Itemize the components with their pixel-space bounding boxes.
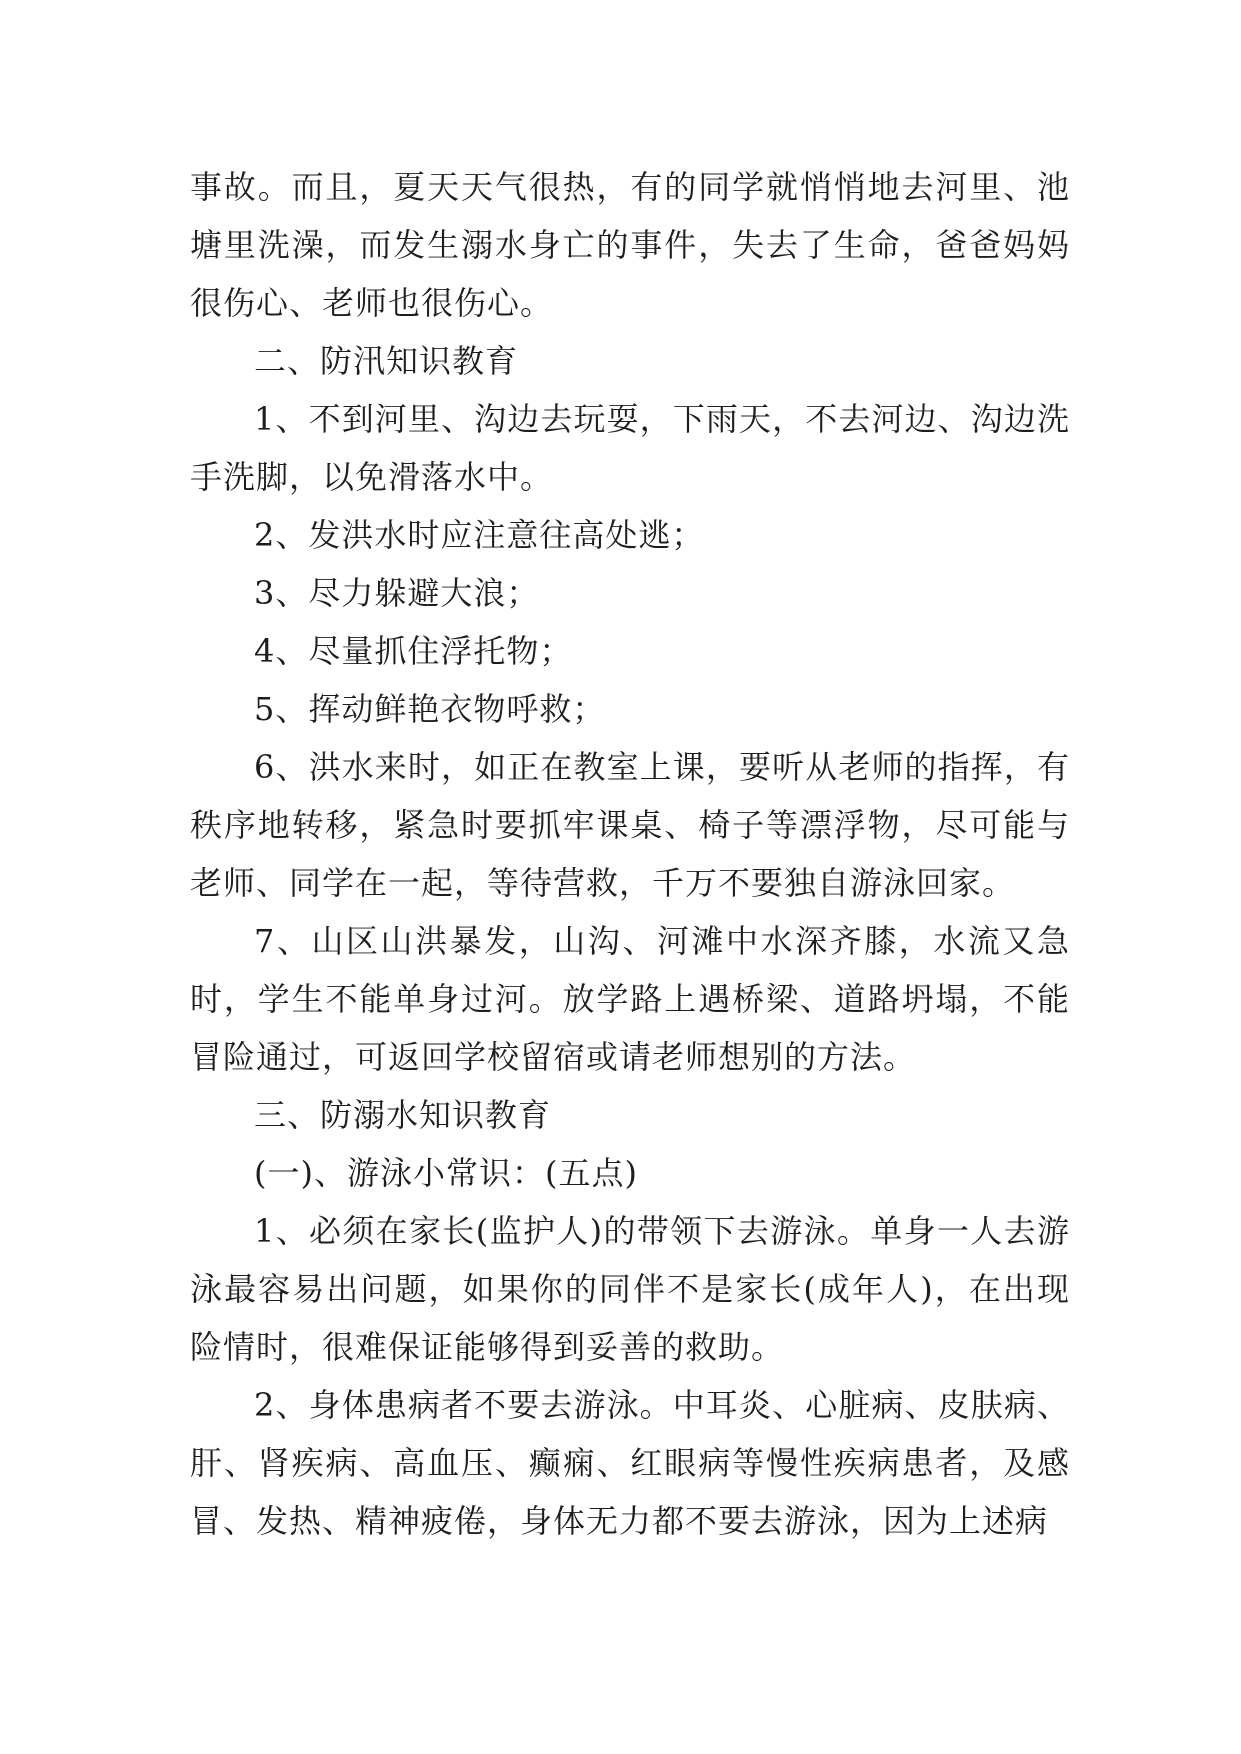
tip-item-2: 2、身体患病者不要去游泳。中耳炎、心脏病、皮肤病、肝、肾疾病、高血压、癫痫、红眼病等慢性疾病患者，及感冒、发热、精神疲倦，身体无力都不要去游泳，因为上述病	[190, 1386, 1070, 1540]
list-item-7: 7、山区山洪暴发，山沟、河滩中水深齐膝，水流又急时，学生不能单身过河。放学路上遇桥梁、道路坍塌，不能冒险通过，可返回学校留宿或请老师想别的方法。	[190, 922, 1070, 1076]
section-heading-drowning-prevention: 三、防溺水知识教育	[254, 1096, 552, 1134]
list-item-3: 3、尽力躲避大浪；	[254, 574, 540, 612]
section-heading-flood-prevention: 二、防汛知识教育	[254, 342, 519, 380]
list-item-4: 4、尽量抓住浮托物；	[254, 632, 573, 670]
list-item-6: 6、洪水来时，如正在教室上课，要听从老师的指挥，有秩序地转移，紧急时要抓牢课桌、椅子等漂浮物，尽可能与老师、同学在一起，等待营救，千万不要独自游泳回家。	[190, 748, 1070, 902]
paragraph-continuation: 事故。而且，夏天天气很热，有的同学就悄悄地去河里、池塘里洗澡，而发生溺水身亡的事件，失去了生命，爸爸妈妈很伤心、老师也很伤心。	[190, 168, 1070, 322]
list-item-5: 5、挥动鲜艳衣物呼救；	[254, 690, 606, 728]
list-item-2: 2、发洪水时应注意往高处逃；	[254, 516, 705, 554]
document-body	[190, 158, 1070, 1550]
list-item-1: 1、不到河里、沟边去玩耍，下雨天，不去河边、沟边洗手洗脚，以免滑落水中。	[190, 400, 1070, 496]
tip-item-1: 1、必须在家长(监护人)的带领下去游泳。单身一人去游泳最容易出问题，如果你的同伴不是家长(成年人)，在出现险情时，很难保证能够得到妥善的救助。	[190, 1212, 1070, 1366]
subsection-heading-swimming-tips: (一)、游泳小常识：(五点)	[254, 1154, 638, 1192]
